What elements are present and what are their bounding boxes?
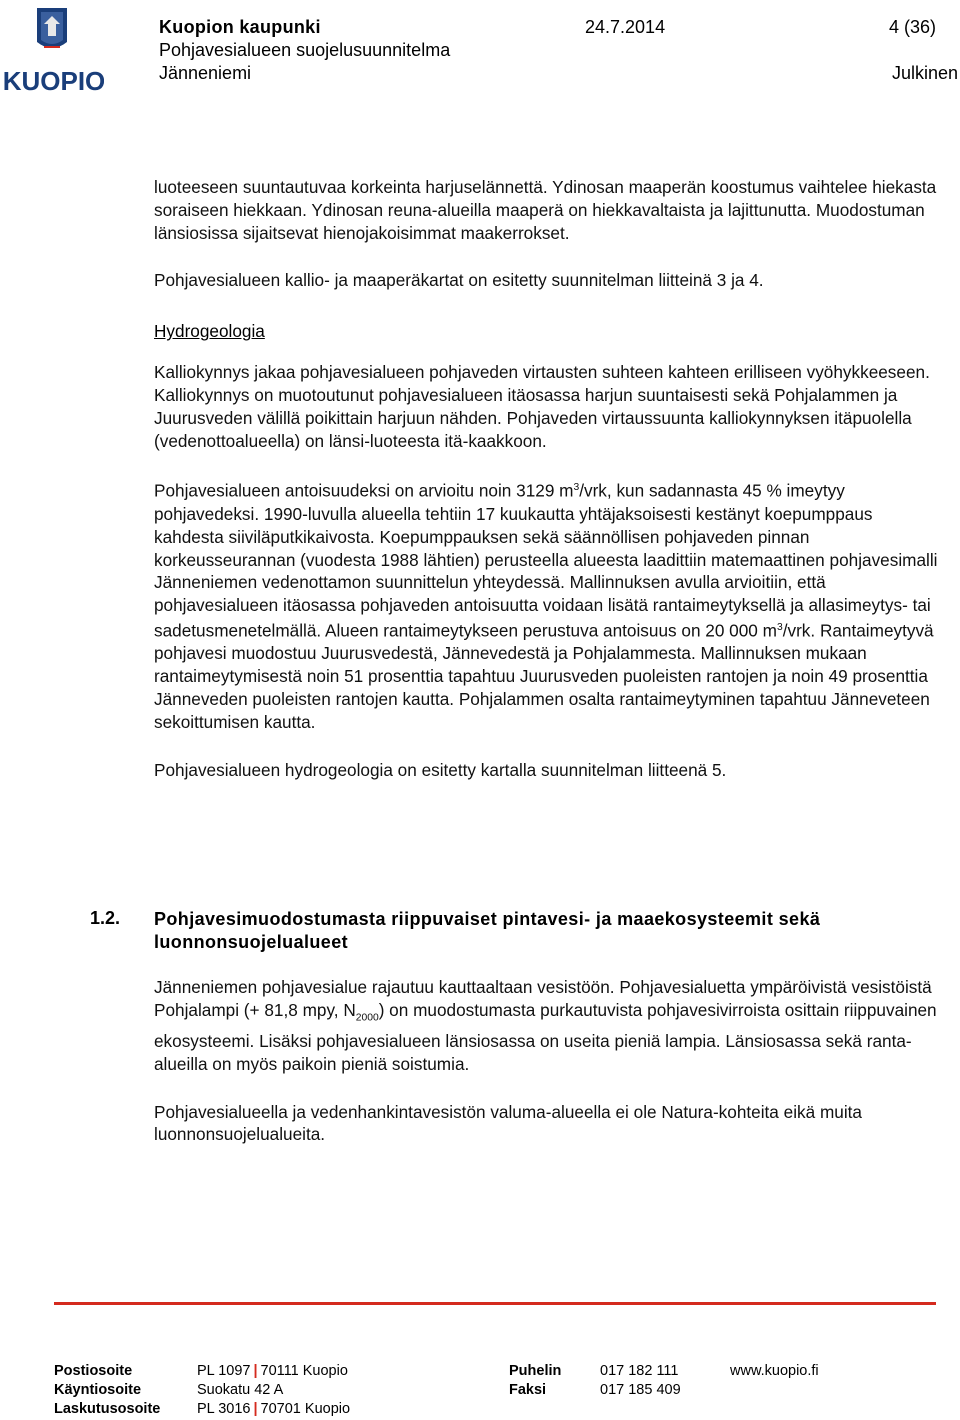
page-number: 4 (36) bbox=[888, 17, 936, 37]
footer-addresses bbox=[197, 1362, 350, 1419]
footer-labels-right: Puhelin Faksi bbox=[509, 1363, 562, 1398]
paragraph-maps: Pohjavesialueen kallio- ja maaperäkartat on esitetty suunnitelman liitteinä 3 ja 4. bbox=[154, 270, 764, 291]
footer-labels-left: Postiosoite Käyntiosoite Laskutusosoite bbox=[54, 1363, 161, 1417]
document-date: 24.7.2014 bbox=[585, 17, 666, 37]
fax-number: 017 185 409 bbox=[600, 1382, 681, 1398]
paragraph-yield: Pohjavesialueen antoisuudeksi on arvioitu noin 3129 $m^3$/vrk, kun sadannasta 45 % imeytyy pohjavedeksi. 1990-luvulla alueella tehtiin 17 kuukautta yhtäjaksoisesti kestänyt koepumppaus kahdesta siiviläputkikaivosta. Koepumppauksen sekä säännöllisen pohjaveden pinnan korkeusseurannan (vuodesta 1988 lähtien) perusteella alueesta laadittiin matemaattinen pohjavesimalli Jänneniemen vedenottamon suunnittelun yhteydessä. Mallinnuksen avulla arvioitiin, että pohjavesialueen itäosassa pohjaveden antoisuutta voidaan lisätä rantaimeytyksellä ja allasimeytys- tai sadetusmenetelmällä. Alueen rantaimeytykseen perustuva antoisuus on 20 000 $m^3$/vrk. Rantaimeytyvä pohjavesi muodostuu Juurusvedestä, Jännevedestä ja Pohjalammesta. Mallinnuksen mukaan rantaimeytymisestä noin 51 prosenttia tapahtuu Juurusveden puoleisten rantojen ja noin 49 prosenttia Jänneveden puoleisten rantojen kautta. Pohjalammen osalta rantaimeytyminen tapahtuu Jänneveteen sekoittumisen kautta. bbox=[154, 481, 938, 732]
footer-web bbox=[730, 1362, 819, 1381]
paragraph-hydro-map: Pohjavesialueen hydrogeologia on esitetty kartalla suunnitelman liitteenä 5. bbox=[154, 759, 727, 780]
section-title: Pohjavesimuodostumasta riippuvaiset pintavesi- ja maaekosysteemit sekä luonnonsuojelualueet bbox=[154, 909, 821, 952]
section-body bbox=[154, 976, 938, 1171]
footer-numbers bbox=[600, 1362, 681, 1400]
paragraph-natura: Pohjavesialueella ja vedenhankintavesistön valuma-alueella ei ole Natura-kohteita eikä muita luonnonsuojelualueita. bbox=[154, 1101, 862, 1145]
paragraph-flow: Kalliokynnys jakaa pohjavesialueen pohjaveden virtausten suhteen kahteen erilliseen vyöhykkeeseen. Kalliokynnys on muotoutunut pohjavesialueen itäosassa harjun suuntaisesti sekä Pohjalammen ja Juurusveden välillä poikittain harjuun nähden. Pohjaveden virtaussuunta kalliokynnyksen itäpuolella (vedenottoalueella) on länsi-luoteesta itä-kaakkoon. bbox=[154, 362, 930, 451]
postal-address: PL 1097 | 70111 Kuopio bbox=[197, 1363, 348, 1379]
classification: Julkinen bbox=[891, 63, 958, 83]
kuopio-logo bbox=[4, 2, 104, 100]
visiting-address: Suokatu 42 A bbox=[197, 1382, 284, 1398]
logo-wordmark: KUOPIO bbox=[4, 66, 104, 96]
website-link[interactable]: www.kuopio.fi bbox=[730, 1363, 819, 1379]
phone-number: 017 182 111 bbox=[600, 1363, 679, 1379]
document-title: Pohjavesialueen suojelusuunnitelma bbox=[159, 40, 451, 60]
subheading-hydrogeology: Hydrogeologia bbox=[154, 321, 265, 342]
footer-divider bbox=[54, 1302, 936, 1305]
billing-address: PL 3016 | 70701 Kuopio bbox=[197, 1401, 351, 1417]
body-text bbox=[154, 176, 938, 806]
paragraph-soil: luoteeseen suuntautuvaa korkeinta harjuselännettä. Ydinosan maaperän koostumus vaihtelee hiekasta soraiseen hiekkaan. Ydinosan reuna-alueilla maaperä on hiekkavaltaista ja lajittunutta. Muodostuman länsiosissa sijaitsevat hienojakoisimmat maakerrokset. bbox=[154, 177, 937, 243]
area-name: Jänneniemi bbox=[159, 63, 252, 83]
section-number: 1.2. bbox=[90, 908, 121, 928]
org-name: Kuopion kaupunki bbox=[159, 17, 321, 37]
paragraph-ecosystems: Jänneniemen pohjavesialue rajautuu kauttaaltaan vesistöön. Pohjavesialuetta ympäröivistä vesistöistä Pohjalampi (+ 81,8 mpy, $N_{2000}$) on muodostumasta purkautuvista pohjavesivirroista osittain riippuvainen ekosysteemi. Lisäksi pohjavesialueen länsiosassa on useita pieniä lampia. Länsiosassa sekä ranta-alueilla on myös paikoin pieniä soistumia. bbox=[154, 977, 937, 1074]
